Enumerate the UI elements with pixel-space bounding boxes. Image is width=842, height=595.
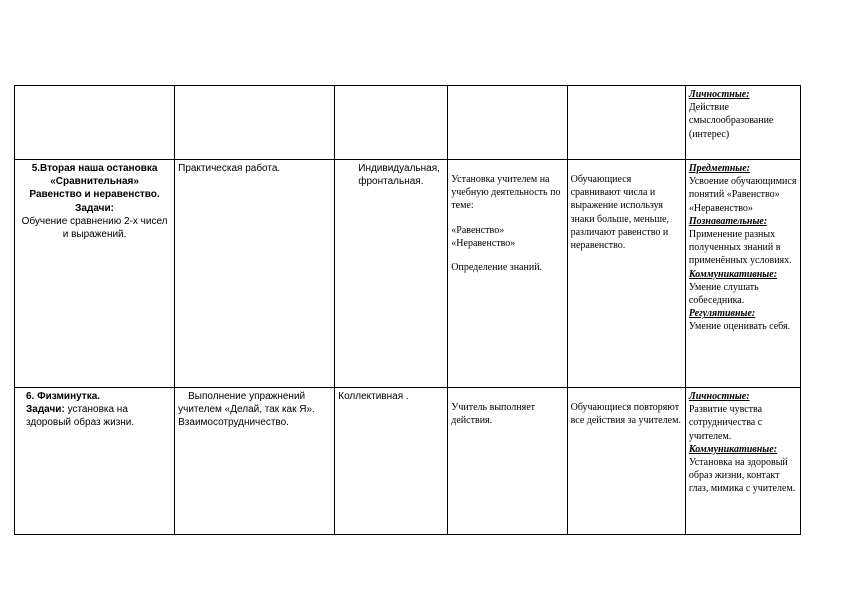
cell-method <box>175 160 335 388</box>
cell-teacher <box>448 388 567 535</box>
cell-teacher <box>448 160 567 388</box>
form-text: Индивидуальная, фронтальная. <box>358 163 440 188</box>
stage-subtitle: Равенство и неравенство. <box>29 189 160 201</box>
students-text: Обучающиеся сравнивают числа и выражение используя знаки больше, меньше, различают равенство и неравенство. <box>570 174 670 251</box>
cell-stage <box>15 160 175 388</box>
stage-title: 5.Вторая наша остановка «Сравнительная» <box>31 163 158 188</box>
stage-tasks-text: Обучение сравнению 2-х чисел и выражений. <box>21 215 168 240</box>
cell-stage <box>15 86 175 160</box>
lesson-plan-table <box>14 85 801 535</box>
teacher-text: Учитель выполняет действия. <box>451 402 536 427</box>
cell-outcomes <box>685 160 800 388</box>
outcome-heading-subject: Предметные: <box>688 163 750 174</box>
form-text: Коллективная . <box>338 391 409 402</box>
outcome-text-personal: Действие смыслообразование (интерес) <box>688 102 774 140</box>
outcome-text-subject: Усвоение обучающимися понятий «Равенство» «Неравенство» <box>688 176 797 214</box>
stage-tasks-label: Задачи: <box>26 404 65 416</box>
method-text: Практическая работа. <box>178 163 281 174</box>
teacher-text-1: Установка учителем на учебную деятельность по теме: <box>451 174 561 212</box>
table-row <box>15 160 801 388</box>
cell-students <box>567 160 685 388</box>
cell-outcomes <box>685 388 800 535</box>
table-row <box>15 86 801 160</box>
outcome-heading-communicative: Коммуникативные: <box>688 268 778 280</box>
cell-students <box>567 388 685 535</box>
stage-title: 6. Физминутка. <box>26 391 101 402</box>
outcome-text-cognitive: Применение разных полученных знаний в применённых условиях. <box>688 228 792 267</box>
cell-teacher <box>448 86 567 160</box>
outcome-heading-personal: Личностные: <box>688 89 750 100</box>
outcome-heading-communicative: Коммуникативные: <box>688 443 778 455</box>
cell-students <box>567 86 685 160</box>
outcome-text-regulatory: Умение оценивать себя. <box>688 321 791 333</box>
cell-form <box>335 86 448 160</box>
outcome-heading-personal: Личностные: <box>688 391 750 402</box>
students-text: Обучающиеся повторяют все действия за учителем. <box>570 402 681 427</box>
outcome-text-communicative: Установка на здоровый образ жизни, контакт глаз, мимика с учителем. <box>688 456 796 495</box>
teacher-text-3: «Неравенство» <box>451 237 516 249</box>
cell-form <box>335 160 448 388</box>
teacher-text-2: «Равенство» <box>451 224 505 236</box>
outcome-heading-regulatory: Регулятивные: <box>688 308 756 320</box>
table-row <box>15 388 801 535</box>
cell-method <box>175 388 335 535</box>
cell-stage <box>15 388 175 535</box>
outcome-text-communicative: Умение слушать собеседника. <box>688 281 759 306</box>
outcome-heading-cognitive: Познавательные: <box>688 215 768 227</box>
stage-tasks-text: установка на здоровый образ жизни. <box>26 404 135 429</box>
stage-tasks-label: Задачи: <box>75 202 114 214</box>
outcome-text-personal: Развитие чувства сотрудничества с учителем. <box>688 404 763 442</box>
stage-tasks <box>18 403 171 429</box>
cell-form <box>335 388 448 535</box>
teacher-text-4: Определение знаний. <box>451 261 543 273</box>
cell-outcomes <box>685 86 800 160</box>
cell-method <box>175 86 335 160</box>
method-text: Выполнение упражнений учителем «Делай, так как Я». Взаимосотрудничество. <box>178 391 315 429</box>
